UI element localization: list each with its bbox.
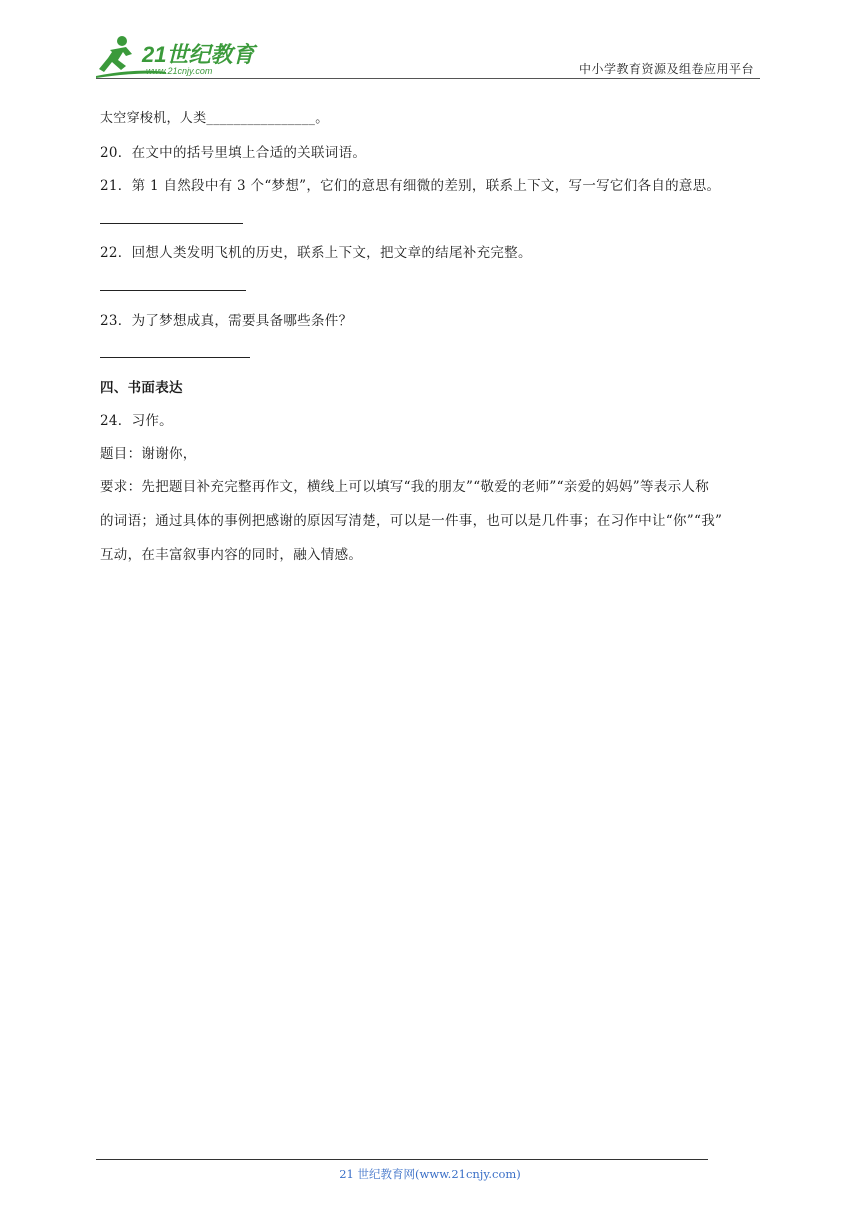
logo-url: www.21cnjy.com [146, 66, 213, 76]
essay-requirement-line-1: 要求：先把题目补充完整再作文，横线上可以填写“我的朋友”“敬爱的老师”“亲爱的妈妈”等表示人称 [100, 479, 710, 495]
platform-label: 中小学教育资源及组卷应用平台 [578, 62, 754, 76]
essay-requirement-line-2: 的词语；通过具体的事例把感谢的原因写清楚，可以是一件事，也可以是几件事；在习作中让“你”“我” [100, 513, 723, 529]
footer-link[interactable]: 21 世纪教育网(www.21cnjy.com) [339, 1167, 521, 1181]
essay-topic: 题目：谢谢你， [100, 446, 197, 462]
footer-divider [96, 1159, 708, 1160]
logo [96, 32, 266, 78]
answer-blank-21[interactable] [100, 223, 243, 224]
answer-blank-22[interactable] [100, 290, 246, 291]
section-heading: 四、书面表达 [100, 380, 183, 396]
question-20: 20．在文中的括号里填上合适的关联词语。 [100, 145, 367, 161]
answer-blank-23[interactable] [100, 357, 250, 358]
page-header [96, 30, 760, 80]
question-24: 24．习作。 [100, 413, 173, 429]
answer-line-text: 太空穿梭机，人类________________。 [100, 111, 329, 126]
essay-requirement-line-3: 互动，在丰富叙事内容的同时，融入情感。 [100, 547, 363, 563]
question-22: 22．回想人类发明飞机的历史，联系上下文，把文章的结尾补充完整。 [100, 245, 532, 261]
question-23: 23．为了梦想成真，需要具备哪些条件？ [100, 313, 353, 329]
question-21: 21．第 1 自然段中有 3 个“梦想”，它们的意思有细微的差别，联系上下文，写一写它们各自的意思。 [100, 178, 721, 194]
logo-text: 21世纪教育 [142, 42, 255, 67]
header-divider [96, 78, 760, 79]
